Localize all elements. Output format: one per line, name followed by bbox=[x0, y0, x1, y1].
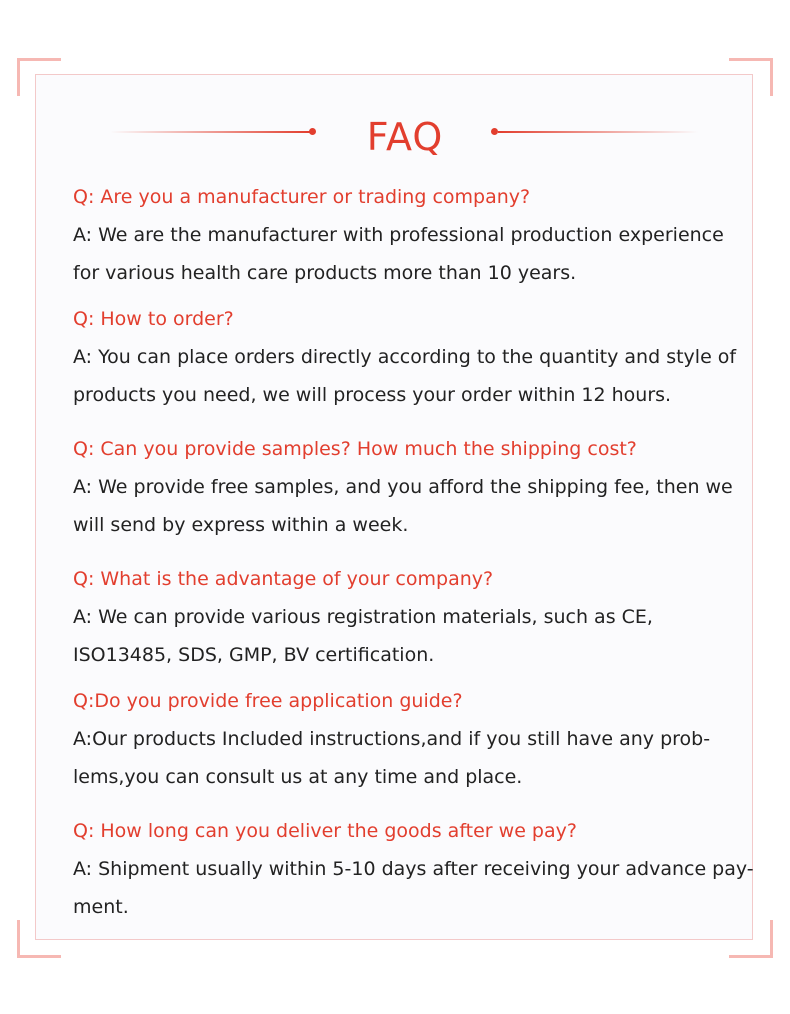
faq-item bbox=[73, 682, 753, 796]
faq-item bbox=[73, 430, 753, 544]
faq-answer-line: for various health care products more than 10 years. bbox=[73, 262, 577, 284]
corner-bracket-top-right bbox=[729, 58, 773, 96]
header-dot-left bbox=[309, 128, 316, 135]
faq-answer-line: ment. bbox=[73, 896, 129, 918]
faq-item bbox=[73, 812, 753, 926]
faq-question: Q:Do you provide free application guide? bbox=[73, 690, 463, 712]
page-title: FAQ bbox=[366, 115, 444, 159]
faq-item bbox=[73, 300, 753, 414]
faq-answer-line: A: We are the manufacturer with professional production experience bbox=[73, 224, 724, 246]
faq-question: Q: Are you a manufacturer or trading company? bbox=[73, 186, 531, 208]
header-rule-left bbox=[110, 131, 310, 133]
faq-question: Q: Can you provide samples? How much the shipping cost? bbox=[73, 438, 637, 460]
faq-item bbox=[73, 560, 753, 674]
faq-answer-line: A:Our products Included instructions,and if you still have any prob- bbox=[73, 728, 711, 750]
faq-answer bbox=[73, 850, 753, 926]
faq-answer-line: ISO13485, SDS, GMP, BV certification. bbox=[73, 644, 435, 666]
faq-answer-line: A: We provide free samples, and you afford the shipping fee, then we bbox=[73, 476, 733, 498]
faq-answer bbox=[73, 720, 753, 796]
header-dot-right bbox=[491, 128, 498, 135]
faq-question: Q: How long can you deliver the goods after we pay? bbox=[73, 820, 577, 842]
faq-answer bbox=[73, 468, 753, 544]
faq-answer-line: products you need, we will process your order within 12 hours. bbox=[73, 384, 672, 406]
faq-header bbox=[0, 112, 790, 162]
faq-question: Q: What is the advantage of your company? bbox=[73, 568, 494, 590]
faq-answer-line: lems,you can consult us at any time and place. bbox=[73, 766, 523, 788]
header-rule-right bbox=[498, 131, 698, 133]
faq-item bbox=[73, 178, 753, 292]
faq-answer-line: A: Shipment usually within 5-10 days after receiving your advance pay- bbox=[73, 858, 754, 880]
faq-answer bbox=[73, 216, 753, 292]
faq-question: Q: How to order? bbox=[73, 308, 234, 330]
faq-answer bbox=[73, 598, 753, 674]
faq-answer-line: will send by express within a week. bbox=[73, 514, 409, 536]
faq-answer-line: A: We can provide various registration materials, such as CE, bbox=[73, 606, 653, 628]
faq-answer bbox=[73, 338, 753, 414]
corner-bracket-bottom-left bbox=[17, 920, 61, 958]
faq-list bbox=[73, 178, 753, 926]
faq-answer-line: A: You can place orders directly according to the quantity and style of bbox=[73, 346, 737, 368]
corner-bracket-top-left bbox=[17, 58, 61, 96]
